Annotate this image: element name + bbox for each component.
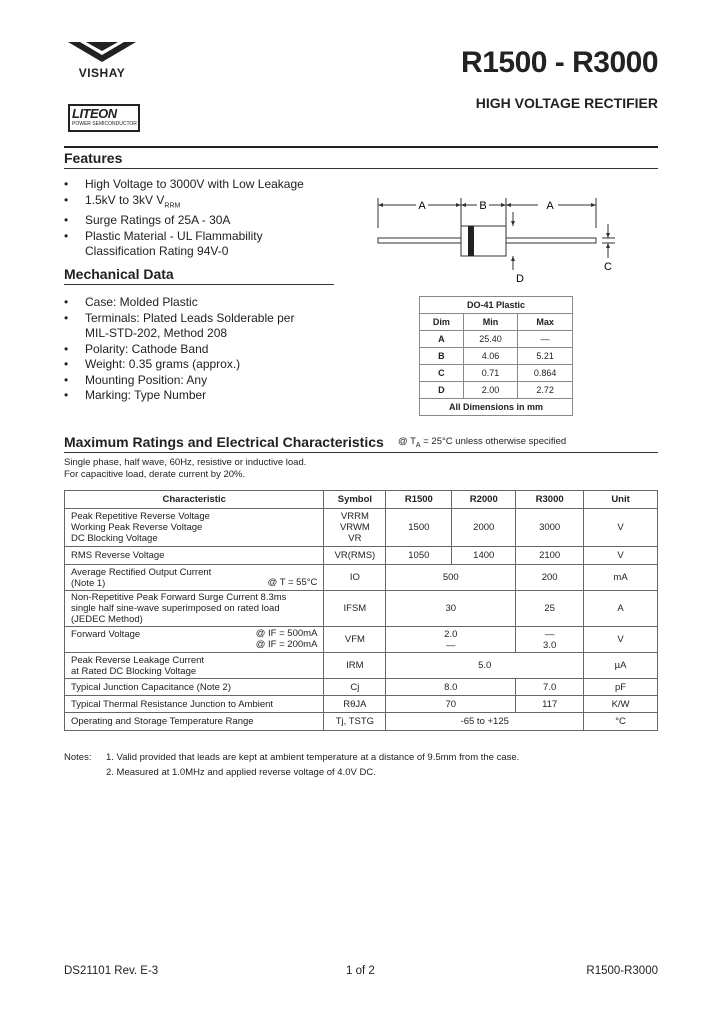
table-row xyxy=(65,509,658,547)
ratings-title: Maximum Ratings and Electrical Characteristics xyxy=(64,434,384,450)
table-cell: VFM xyxy=(324,627,386,653)
table-row xyxy=(65,565,658,591)
table-cell: V xyxy=(584,547,658,565)
footer-doc-number: DS21101 Rev. E-3 xyxy=(64,965,159,977)
table-cell: IO xyxy=(324,565,386,591)
table-cell: 5.0 xyxy=(386,653,584,679)
table-row xyxy=(420,348,573,365)
table-row xyxy=(420,365,573,382)
table-cell: RθJA xyxy=(324,696,386,713)
table-cell: 0.864 xyxy=(518,365,573,382)
table-header: Dim xyxy=(420,314,464,331)
table-cell: pF xyxy=(584,679,658,696)
table-cell: Non-Repetitive Peak Forward Surge Current 8.3ms single half sine-wave superimposed on rated load (JEDEC Method) xyxy=(65,591,324,627)
table-cell: — 3.0 xyxy=(516,627,584,653)
table-cell: IRM xyxy=(324,653,386,679)
table-row xyxy=(65,679,658,696)
table-cell: 7.0 xyxy=(516,679,584,696)
table-cell: Forward Voltage @ IF = 500mA @ IF = 200mA xyxy=(65,627,324,653)
table-cell: Average Rectified Output Current (Note 1) @ T = 55°C xyxy=(65,565,324,591)
features-title: Features xyxy=(64,150,123,166)
table-header: Characteristic xyxy=(65,491,324,509)
page-subtitle: HIGH VOLTAGE RECTIFIER xyxy=(475,95,658,111)
footer-part-number: R1500-R3000 xyxy=(586,965,658,977)
note-2: 2. Measured at 1.0MHz and applied reverse voltage of 4.0V DC. xyxy=(106,767,376,778)
note-1: 1. Valid provided that leads are kept at ambient temperature at a distance of 9.5mm from the case. xyxy=(106,752,520,763)
mechanical-list xyxy=(64,295,364,404)
footer-page-number: 1 of 2 xyxy=(346,965,375,977)
table-header: R1500 xyxy=(386,491,452,509)
table-cell: RMS Reverse Voltage xyxy=(65,547,324,565)
table-header: Max xyxy=(518,314,573,331)
table-cell: Peak Reverse Leakage Current at Rated DC Blocking Voltage xyxy=(65,653,324,679)
mechanical-underline xyxy=(64,284,334,285)
features-underline xyxy=(64,168,658,169)
package-dimension-table xyxy=(419,296,573,416)
mechanical-title: Mechanical Data xyxy=(64,266,174,282)
table-cell: A xyxy=(584,591,658,627)
table-header: Unit xyxy=(584,491,658,509)
ratings-table xyxy=(64,490,658,731)
table-row xyxy=(65,591,658,627)
list-item-continuation: MIL-STD-202, Method 208 xyxy=(85,326,228,340)
liteon-wordmark: LITEON xyxy=(72,106,117,121)
table-cell: V xyxy=(584,627,658,653)
table-header: R3000 xyxy=(516,491,584,509)
table-cell: 117 xyxy=(516,696,584,713)
ratings-desc-2: For capacitive load, derate current by 20%. xyxy=(64,469,246,480)
list-item: • High Voltage to 3000V with Low Leakage xyxy=(64,177,354,193)
table-cell: VR(RMS) xyxy=(324,547,386,565)
list-item: • Weight: 0.35 grams (approx.) xyxy=(64,357,364,373)
table-cell: Typical Junction Capacitance (Note 2) xyxy=(65,679,324,696)
table-header: Symbol xyxy=(324,491,386,509)
list-item: • Plastic Material - UL Flammability xyxy=(64,229,354,245)
table-cell: Typical Thermal Resistance Junction to Ambient xyxy=(65,696,324,713)
table-row xyxy=(65,627,658,653)
table-cell: Peak Repetitive Reverse Voltage Working Peak Reverse Voltage DC Blocking Voltage xyxy=(65,509,324,547)
table-cell: — xyxy=(518,331,573,348)
table-cell: 0.71 xyxy=(463,365,518,382)
table-cell: 1500 xyxy=(386,509,452,547)
ratings-underline xyxy=(64,452,658,453)
table-cell: 1400 xyxy=(452,547,516,565)
list-item: • Case: Molded Plastic xyxy=(64,295,364,311)
package-table-footer: All Dimensions in mm xyxy=(420,399,573,416)
list-item: • Terminals: Plated Leads Solderable per xyxy=(64,311,364,327)
table-cell: 200 xyxy=(516,565,584,591)
table-cell: 5.21 xyxy=(518,348,573,365)
table-cell: 3000 xyxy=(516,509,584,547)
table-cell: 2100 xyxy=(516,547,584,565)
table-cell: V xyxy=(584,509,658,547)
table-row xyxy=(65,713,658,731)
liteon-subtext: POWER SEMICONDUCTOR xyxy=(72,121,137,127)
table-cell: IFSM xyxy=(324,591,386,627)
table-cell: -65 to +125 xyxy=(386,713,584,731)
table-cell: mA xyxy=(584,565,658,591)
table-cell: D xyxy=(420,382,464,399)
dim-label-a-left: A xyxy=(418,200,426,212)
table-cell: VRRM VRWM VR xyxy=(324,509,386,547)
table-cell: 2000 xyxy=(452,509,516,547)
list-item: • Mounting Position: Any xyxy=(64,373,364,389)
table-row xyxy=(65,547,658,565)
table-cell: 4.06 xyxy=(463,348,518,365)
table-cell: 2.00 xyxy=(463,382,518,399)
table-header: Min xyxy=(463,314,518,331)
do41-package-diagram xyxy=(370,190,630,290)
table-cell: 2.0 — xyxy=(386,627,516,653)
ratings-condition: @ $T_A = 25^\circ C$ unless otherwise specified xyxy=(398,436,567,449)
page-title: R1500 - R3000 xyxy=(461,46,658,79)
package-table-title: DO-41 Plastic xyxy=(420,297,573,314)
dim-label-a-right: A xyxy=(546,200,554,212)
table-cell: 70 xyxy=(386,696,516,713)
dim-label-b: B xyxy=(479,200,487,212)
features-list xyxy=(64,177,354,260)
table-cell: 8.0 xyxy=(386,679,516,696)
table-cell: 25.40 xyxy=(463,331,518,348)
table-row xyxy=(65,653,658,679)
notes-label: Notes: xyxy=(64,752,92,763)
table-cell: A xyxy=(420,331,464,348)
header-divider xyxy=(64,146,658,148)
dim-label-c: C xyxy=(604,261,612,273)
list-item: • Marking: Type Number xyxy=(64,388,364,404)
table-header: R2000 xyxy=(452,491,516,509)
list-item: • Surge Ratings of 25A - 30A xyxy=(64,213,354,229)
list-item-continuation: Classification Rating 94V-0 xyxy=(85,244,229,259)
notes xyxy=(64,750,519,780)
table-row xyxy=(420,331,573,348)
list-item: • Polarity: Cathode Band xyxy=(64,342,364,358)
table-cell: °C xyxy=(584,713,658,731)
table-cell: 30 xyxy=(386,591,516,627)
table-row xyxy=(420,382,573,399)
dim-label-d: D xyxy=(516,273,524,285)
table-cell: K/W xyxy=(584,696,658,713)
table-cell: C xyxy=(420,365,464,382)
table-cell: Tj, TSTG xyxy=(324,713,386,731)
table-row xyxy=(65,696,658,713)
ratings-desc-1: Single phase, half wave, 60Hz, resistive or inductive load. xyxy=(64,457,307,468)
feature-voltage-range: 1.5kV to 3kV $V_{RRM}$ xyxy=(85,192,181,209)
table-cell: 500 xyxy=(386,565,516,591)
table-cell: 25 xyxy=(516,591,584,627)
table-cell: B xyxy=(420,348,464,365)
table-cell: Operating and Storage Temperature Range xyxy=(65,713,324,731)
vishay-wordmark: VISHAY xyxy=(78,66,126,80)
list-item xyxy=(64,193,354,214)
table-cell: 1050 xyxy=(386,547,452,565)
table-cell: Cj xyxy=(324,679,386,696)
table-cell: µA xyxy=(584,653,658,679)
table-cell: 2.72 xyxy=(518,382,573,399)
